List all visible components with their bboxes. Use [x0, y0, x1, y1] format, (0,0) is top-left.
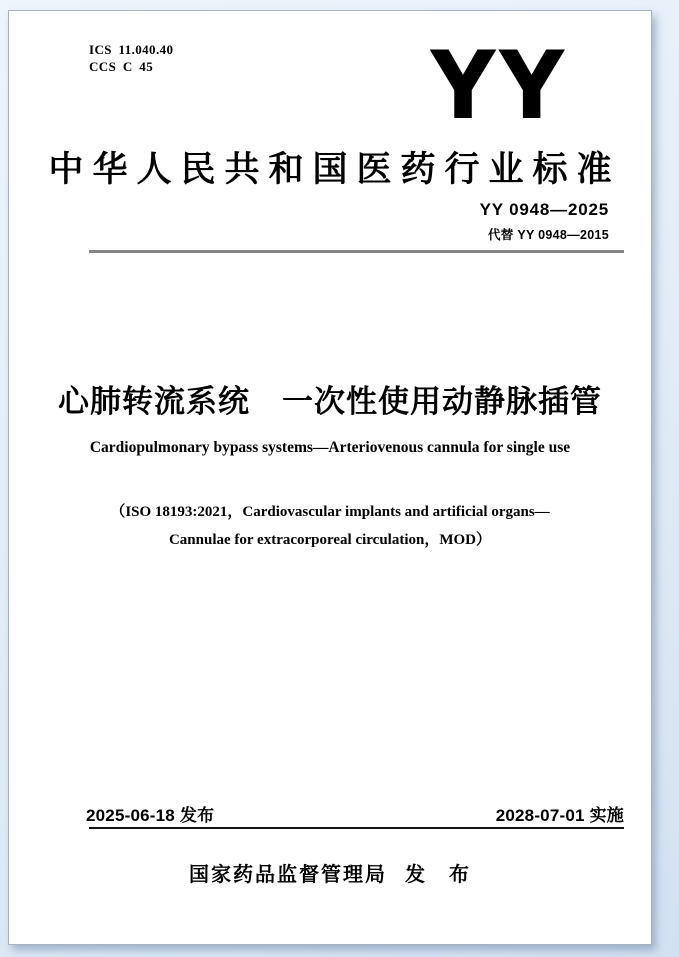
- release-date: 2025-06-18 发布: [86, 806, 215, 825]
- standard-org-title: 中华人民共和国医药行业标准: [48, 150, 621, 189]
- iso-reference: [9, 498, 651, 554]
- date-row: [86, 801, 624, 826]
- superseded-standard: 代替 YY 0948—2015: [487, 228, 609, 242]
- standard-number-block: [480, 200, 609, 243]
- ccs-code: CCS C 45: [89, 59, 154, 74]
- issuer-name: 国家药品监督管理局: [189, 864, 387, 886]
- yy-standard-logo: YY: [431, 31, 569, 136]
- ics-code: ICS 11.040.40: [89, 42, 174, 57]
- standard-cover-page: [8, 10, 652, 945]
- document-title-english: Cardiopulmonary bypass systems—Arteriovenous cannula for single use: [89, 439, 571, 456]
- footer-divider-rule: [89, 827, 624, 829]
- classification-codes: [89, 41, 173, 75]
- standard-code: YY 0948—2025: [479, 200, 609, 219]
- header-divider-rule: [89, 250, 624, 253]
- document-title-chinese: 心肺转流系统 一次性使用动静脉插管: [58, 384, 602, 419]
- issue-label: 发 布: [405, 864, 471, 886]
- publisher-row: [9, 858, 651, 887]
- iso-reference-line1: （ISO 18193:2021，Cardiovascular implants and artificial organs—: [110, 504, 550, 520]
- iso-reference-line2: Cannulae for extracorporeal circulation，MOD）: [168, 532, 492, 548]
- implementation-date: 2028-07-01 实施: [495, 806, 624, 825]
